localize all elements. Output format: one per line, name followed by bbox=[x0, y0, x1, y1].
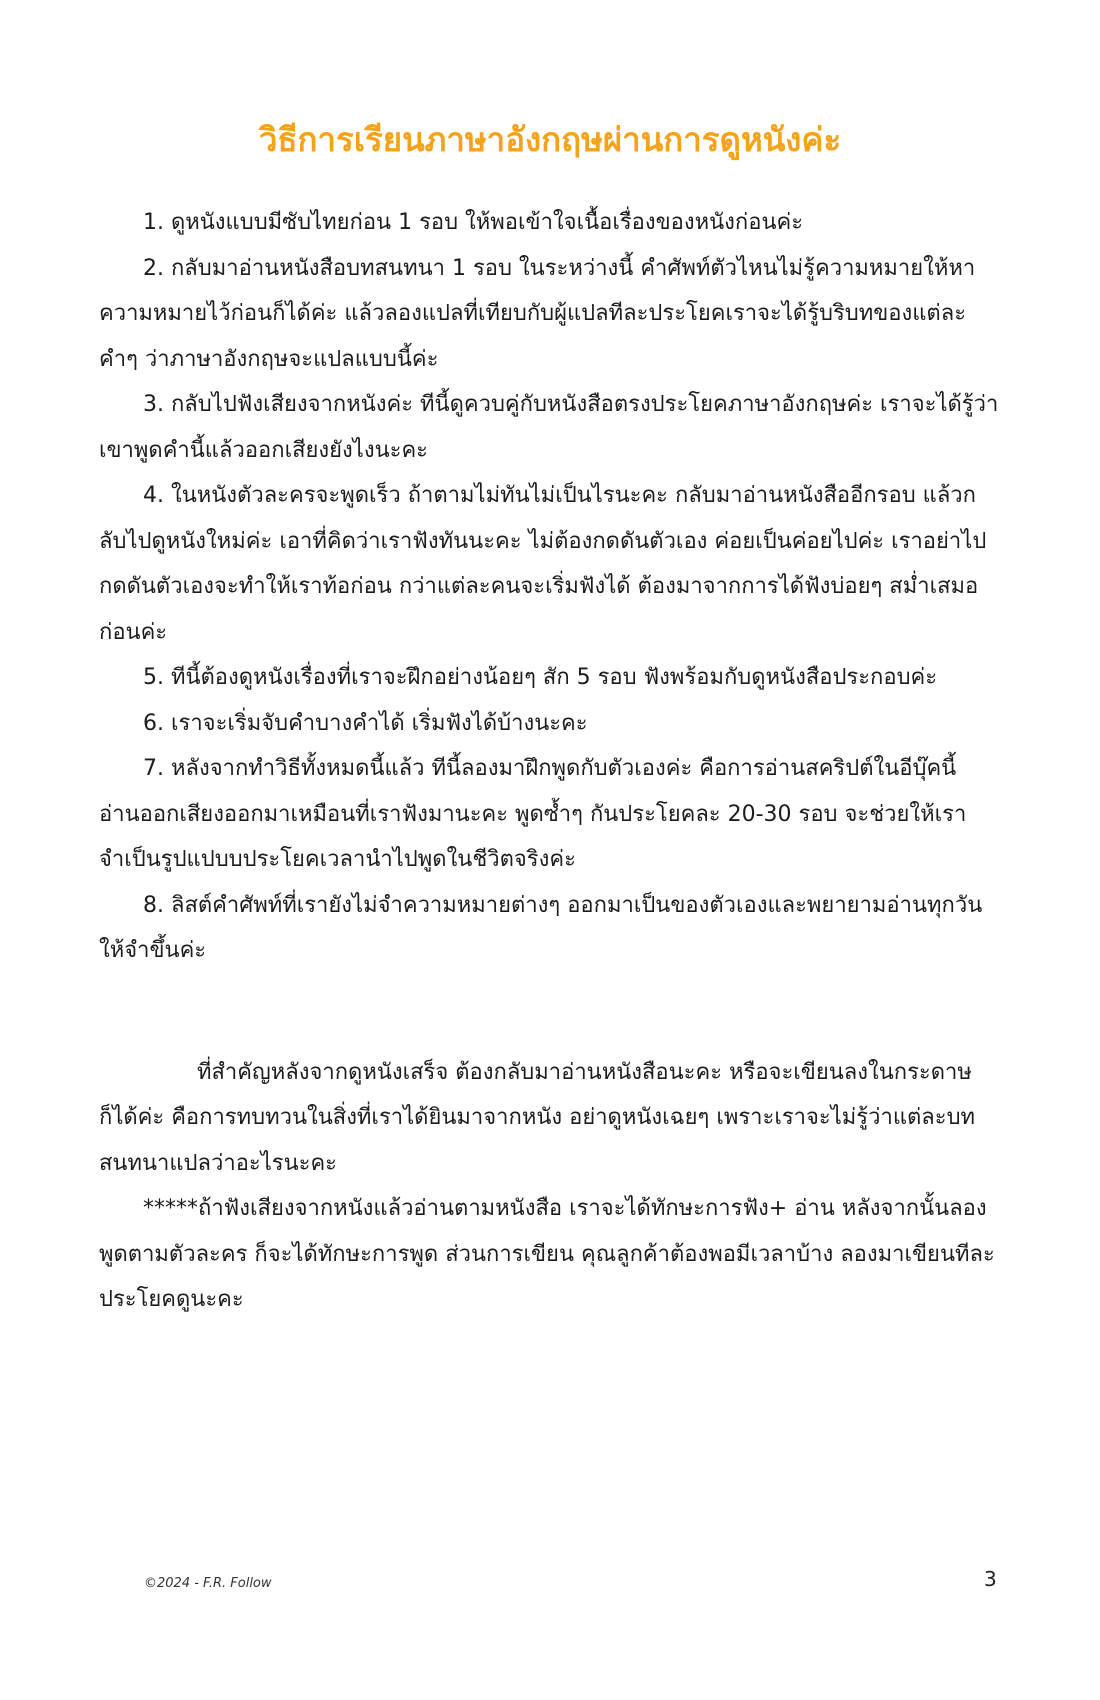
step-7: 7. หลังจากทำวิธีทั้งหมดนี้แล้ว ทีนี้ลองมาฝึกพูดกับตัวเองค่ะ คือการอ่านสคริปต์ในอีบุ๊คนี้ อ่านออกเสียงออกมาเหมือนที่เราฟังมานะคะ พูดซ้ำๆ กันประโยคละ 20-30 รอบ จะช่วยให้เราจำเป็นรูปแปบบประโยคเวลานำไปพูดในชีวิตจริงค่ะ bbox=[99, 756, 967, 872]
step-8: 8. ลิสต์คำศัพท์ที่เรายังไม่จำความหมายต่างๆ ออกมาเป็นของตัวเองและพยายามอ่านทุกวันให้จำขึ้นค่ะ bbox=[99, 892, 983, 963]
page-title: วิธีการเรียนภาษาอังกฤษผ่านการดูหนังค่ะ bbox=[258, 120, 842, 160]
step-6: 6. เราจะเริ่มจับคำบางคำได้ เริ่มฟังได้บ้างนะคะ bbox=[143, 710, 588, 736]
step-4: 4. ในหนังตัวละครจะพูดเร็ว ถ้าตามไม่ทันไม่เป็นไรนะคะ กลับมาอ่านหนังสืออีกรอบ แล้วกลับไปดูหนังใหม่ค่ะ เอาที่คิดว่าเราฟังทันนะคะ ไม่ต้องกดดันตัวเอง ค่อยเป็นค่อยไปค่ะ เราอย่าไปกดดันตัวเองจะทำให้เราท้อก่อน กว่าแต่ละคนจะเริ่มฟังได้ ต้องมาจากการได้ฟังบ่อยๆ สม่ำเสมอก่อนค่ะ bbox=[99, 483, 987, 645]
step-2: 2. กลับมาอ่านหนังสือบทสนทนา 1 รอบ ในระหว่างนี้ คำศัพท์ตัวไหนไม่รู้ความหมายให้หาความหมายไว้ก่อนก็ได้ค่ะ แล้วลองแปลที่เทียบกับผู้แปลทีละประโยคเราจะได้รู้บริบทของแต่ละคำๆ ว่าภาษาอังกฤษจะแปลแบบนี้ค่ะ bbox=[99, 255, 976, 372]
step-3: 3. กลับไปฟังเสียงจากหนังค่ะ ทีนี้ดูควบคู่กับหนังสือตรงประโยคภาษาอังกฤษค่ะ เราจะได้รู้ว่าเขาพูดคำนี้แล้วออกเสียงยังไงนะคะ bbox=[99, 392, 999, 463]
step-5: 5. ทีนี้ต้องดูหนังเรื่องที่เราจะฝึกอย่างน้อยๆ สัก 5 รอบ ฟังพร้อมกับดูหนังสือประกอบค่ะ bbox=[143, 665, 938, 690]
footer-copyright: ©2024 - F.R. Follow bbox=[144, 1576, 272, 1591]
body-text bbox=[99, 200, 999, 1323]
page-number: 3 bbox=[984, 1567, 997, 1591]
paragraph-gap bbox=[99, 974, 999, 1050]
step-1: 1. ดูหนังแบบมีซับไทยก่อน 1 รอบ ให้พอเข้าใจเนื้อเรื่องของหนังก่อนค่ะ bbox=[143, 210, 804, 235]
important-note: ที่สำคัญหลังจากดูหนังเสร็จ ต้องกลับมาอ่านหนังสือนะคะ หรือจะเขียนลงในกระดาษก็ได้ค่ะ คือการทบทวนในสิ่งที่เราได้ยินมาจากหนัง อย่าดูหนังเฉยๆ เพราะเราจะไม่รู้ว่าแต่ละบทสนทนาแปลว่าอะไรนะคะ bbox=[99, 1059, 976, 1176]
star-note: *****ถ้าฟังเสียงจากหนังแล้วอ่านตามหนังสือ เราจะได้ทักษะการฟัง+ อ่าน หลังจากนั้นลองพูดตามตัวละคร ก็จะได้ทักษะการพูด ส่วนการเขียน คุณลูกค้าต้องพอมีเวลาบ้าง ลองมาเขียนทีละประโยคดูนะคะ bbox=[99, 1196, 995, 1312]
